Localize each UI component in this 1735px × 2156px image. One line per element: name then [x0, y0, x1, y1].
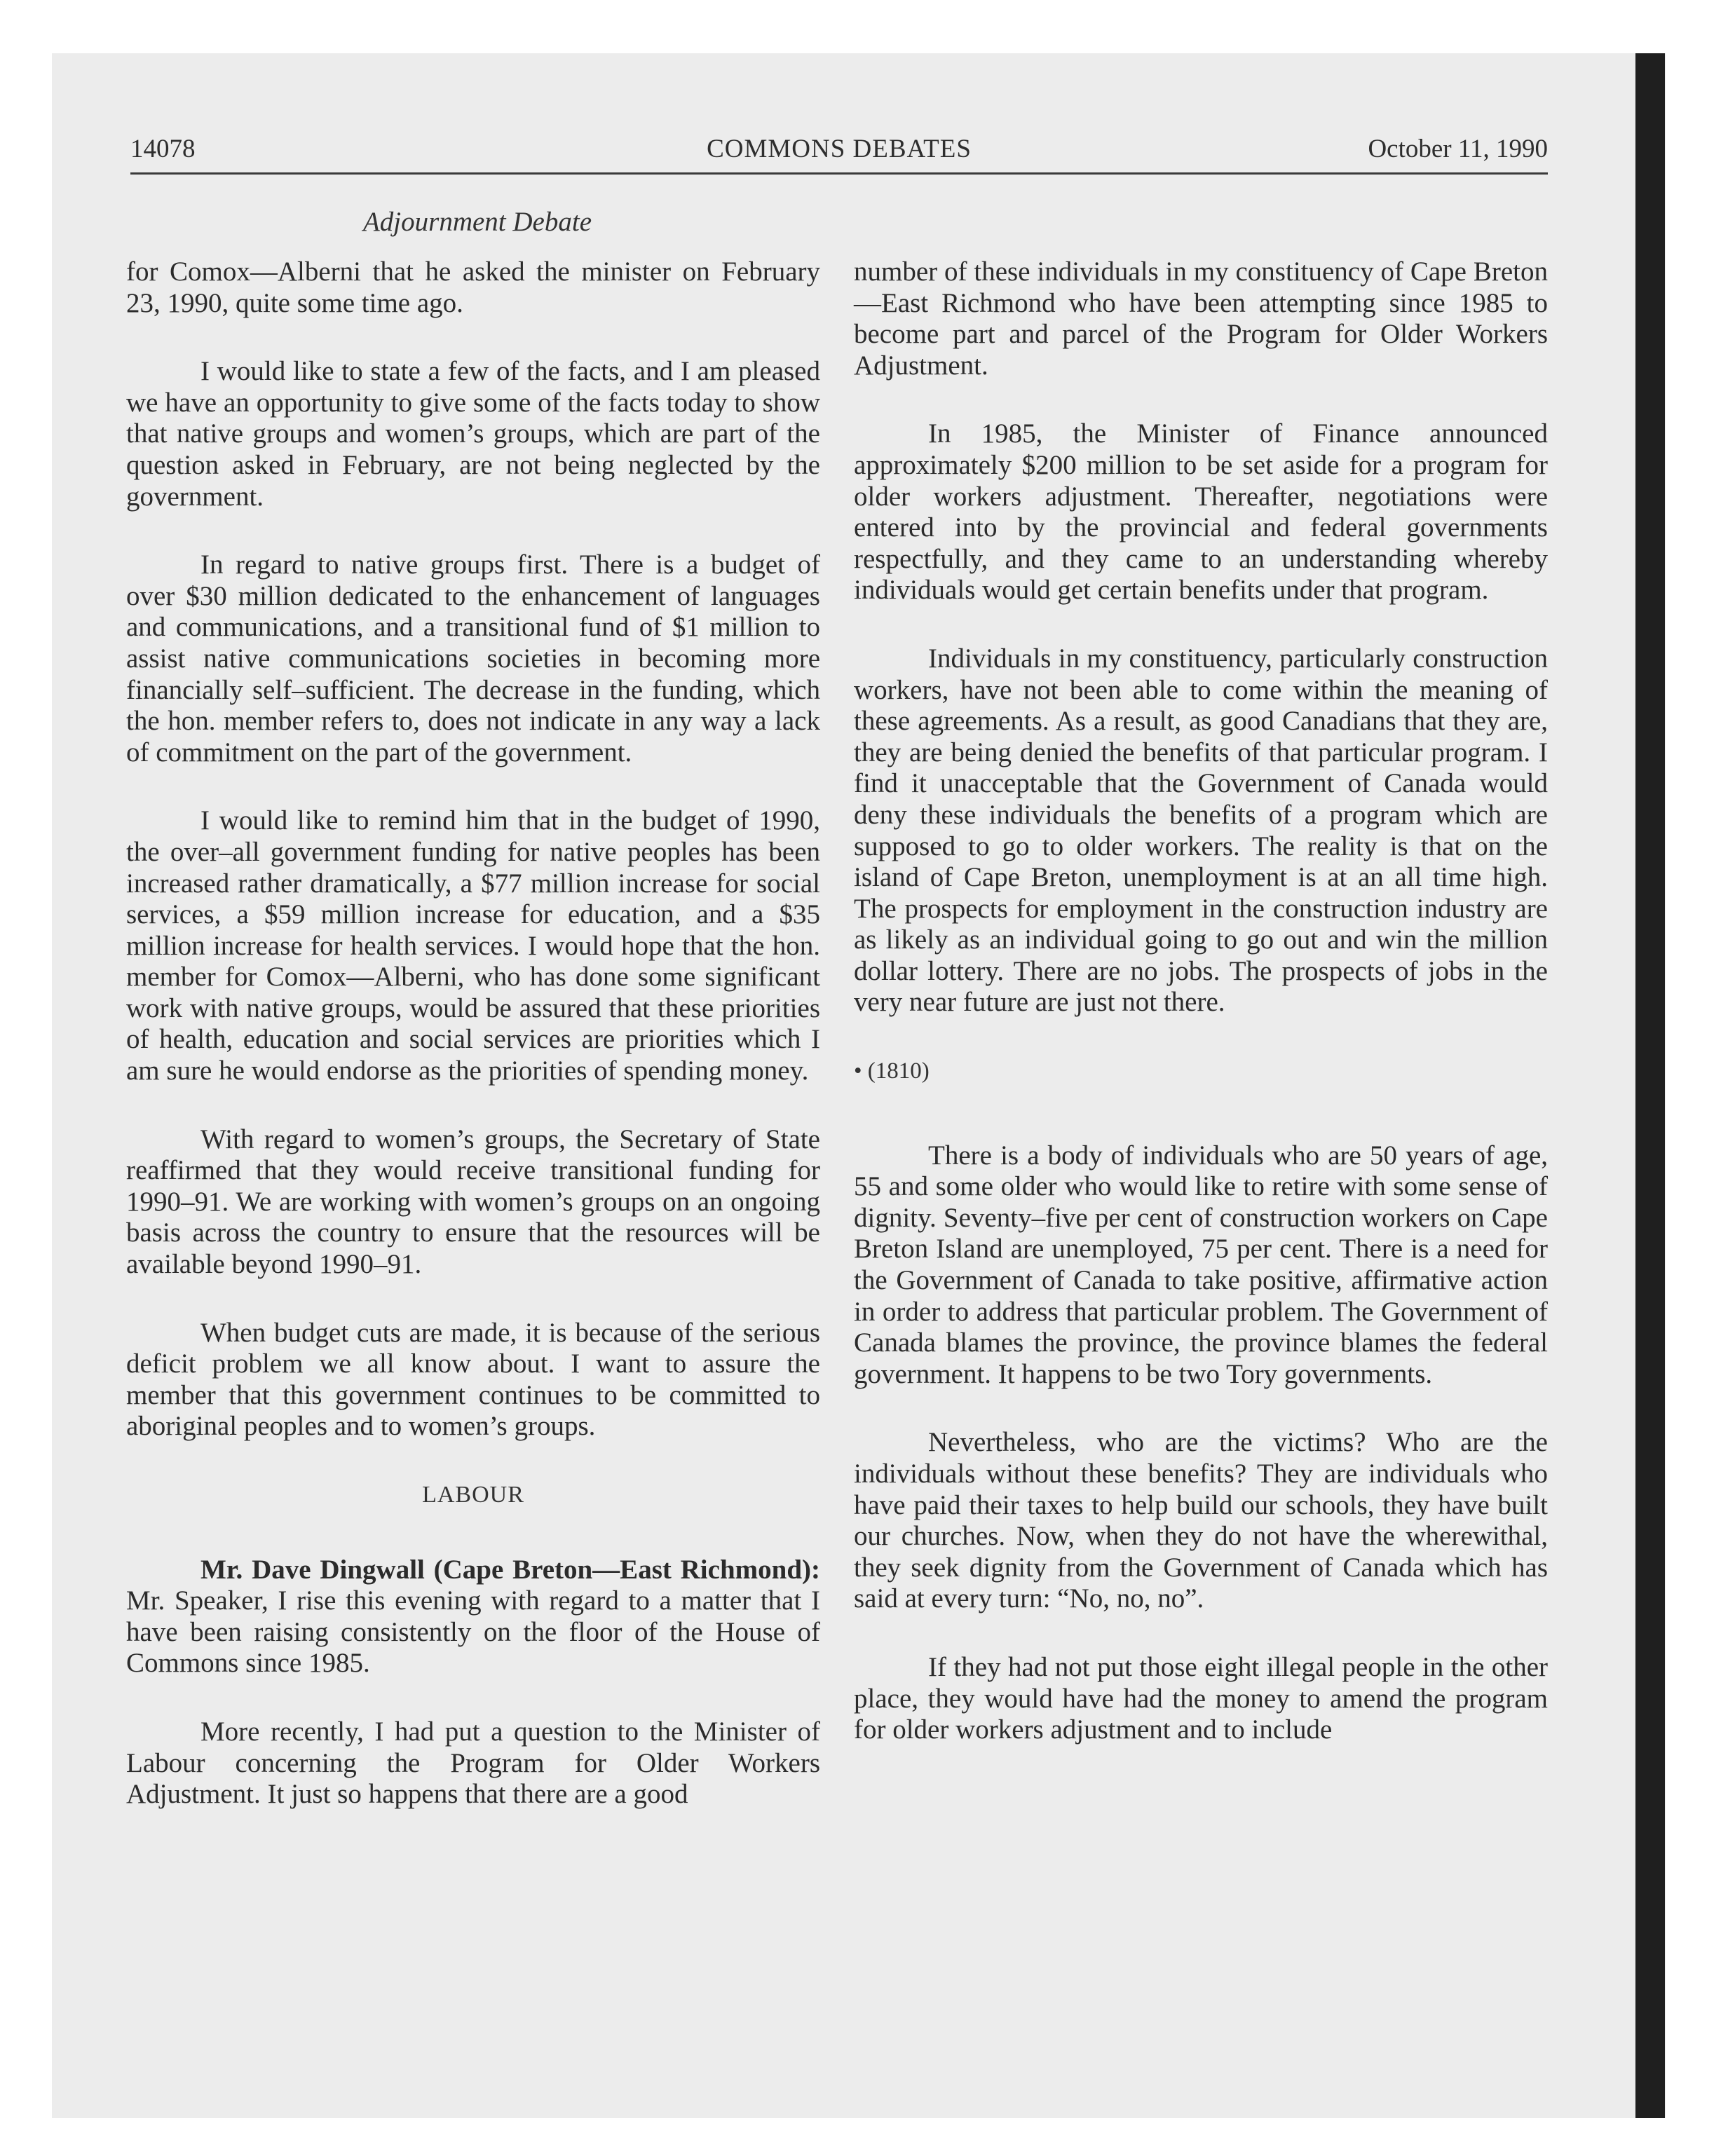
paragraph: I would like to remind him that in the budget of 1990, the over–all government funding for native peoples has been increased rather dramatically, a $77 million increase for social services, a $59 million increase for education, and a $35 million increase for health services. I would hope that the hon. member for Comox—Alberni, who has done some significant work with native groups, would be assured that these priorities of health, education and social services are priorities which I am sure he would endorse as the priorities of spending money. — [126, 805, 820, 1086]
paragraph: In regard to native groups first. There is a budget of over $30 million dedicated to the enhancement of languages and communications, and a transitional fund of $1 million to assist native communications societies in becoming more financially self–sufficient. The decrease in the funding, which the hon. member refers to, does not indicate in any way a lack of commitment on the part of the government. — [126, 550, 820, 767]
paragraph: In 1985, the Minister of Finance announced approximately $200 million to be set aside for a program for older workers adjustment. Thereafter, negotiations were entered into by the provincial and federal governments respectfully, and they came to an understanding whereby individuals would get certain benefits under that program. — [854, 418, 1548, 606]
right-column — [854, 257, 1548, 1783]
paragraph: There is a body of individuals who are 50 years of age, 55 and some older who would like to retire with some sense of dignity. Seventy–five per cent of construction workers on Cape Breton Island are unemployed, 75 per cent. There is a need for the Government of Canada to take positive, affirmative action in order to address that particular problem. The Government of Canada blames the province, the province blames the federal government. It happens to be two Tory governments. — [854, 1140, 1548, 1389]
speech-text: Mr. Speaker, I rise this evening with regard to a matter that I have been raising consistently on the floor of the House of Commons since 1985. — [126, 1585, 820, 1679]
paragraph: More recently, I had put a question to the Minister of Labour concerning the Program for Older Workers Adjustment. It just so happens that there are a good — [126, 1716, 820, 1810]
subheading-labour: LABOUR — [422, 1482, 524, 1508]
paragraph: With regard to women’s groups, the Secretary of State reaffirmed that they would receive transitional funding for 1990–91. We are working with women’s groups on an ongoing basis across the country to ensure that the resources will be available beyond 1990–91. — [126, 1124, 820, 1280]
paragraph: Individuals in my constituency, particularly construction workers, have not been able to come within the meaning of these agreements. As a result, as good Canadians that they are, they are being denied the benefits of that particular program. I find it unacceptable that the Government of Canada would deny these individuals the benefits of a program which are supposed to go to older workers. The reality is that on the island of Cape Breton, unemployment is at an all time high. The prospects for employment in the construction industry are as likely as an individual going to go out and win the million dollar lottery. There are no jobs. The prospects of jobs in the very near future are just not there. — [854, 643, 1548, 1018]
left-column — [126, 257, 820, 1848]
scan-edge-shadow — [1635, 53, 1665, 2118]
journal-title: COMMONS DEBATES — [707, 135, 972, 163]
paragraph: Nevertheless, who are the victims? Who are the individuals without these benefits? They are individuals who have paid their taxes to help build our schools, they have built our churches. Now, when they do not have the wherewithal, they seek dignity from the Government of Canada which has said at every turn: “No, no, no”. — [854, 1427, 1548, 1614]
running-header — [130, 132, 1548, 167]
speech-paragraph — [126, 1555, 820, 1679]
header-rule — [130, 172, 1548, 175]
paragraph: for Comox—Alberni that he asked the minister on February 23, 1990, quite some time ago. — [126, 257, 820, 318]
paragraph: I would like to state a few of the facts, and I am pleased we have an opportunity to give some of the facts today to show that native groups and women’s groups, which are part of the question asked in February, are not being neglected by the government. — [126, 356, 820, 512]
speaker-name: Mr. Dave Dingwall (Cape Breton—East Richmond): — [200, 1554, 820, 1585]
time-marker: • (1810) — [854, 1058, 930, 1084]
paragraph: number of these individuals in my constituency of Cape Breton—East Richmond who have been attempting since 1985 to become part and parcel of the Program for Older Workers Adjustment. — [854, 257, 1548, 381]
paragraph: If they had not put those eight illegal people in the other place, they would have had the money to amend the program for older workers adjustment and to include — [854, 1651, 1548, 1745]
page-number: 14078 — [130, 135, 196, 163]
paragraph: When budget cuts are made, it is because of the serious deficit problem we all know about. I want to assure the member that this government continues to be committed to aboriginal peoples and to women’s groups. — [126, 1317, 820, 1442]
issue-date: October 11, 1990 — [1368, 135, 1548, 163]
section-title: Adjournment Debate — [362, 207, 592, 237]
